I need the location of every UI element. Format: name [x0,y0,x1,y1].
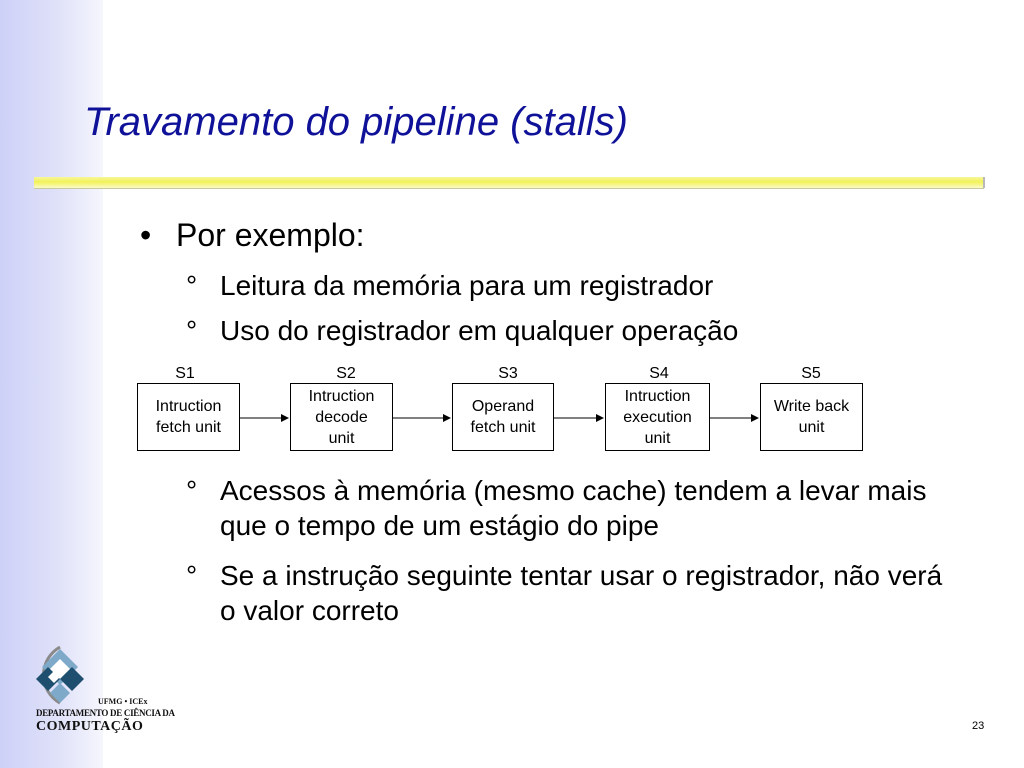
sub-bullet-mark: ° [186,315,198,346]
sub-bullet-mark: ° [186,475,198,506]
sub-bullet-text: Uso do registrador em qualquer operação [220,315,739,346]
stage-text-line: execution [623,408,692,426]
page-number: 23 [972,720,985,732]
stage-label-s3: S3 [498,365,518,382]
stage-text-line: Intruction [624,387,691,405]
stage-text-line: fetch unit [156,419,221,436]
bullet-mark: • [140,217,152,253]
stage-label-s5: S5 [801,365,821,382]
stage-text-line: fetch unit [470,419,536,436]
sub-bullet [186,473,946,543]
sub-bullet [186,558,946,628]
stage-text-line: Write back [773,398,850,415]
sub-bullet-mark: ° [186,270,198,301]
stage-box-s4 [605,383,710,451]
logo-line-1: UFMG • ICEx [98,697,148,706]
sub-bullet-text: Se a instrução seguinte tentar usar o registrador, não verá o valor correto [220,560,943,626]
department-emblem-icon [30,645,170,705]
stage-label-s2: S2 [336,365,356,382]
stage-text-line: unit [328,429,355,447]
logo-line-2: DEPARTAMENTO DE CIÊNCIA DA [36,708,175,718]
sub-bullet-mark: ° [186,560,198,591]
sub-bullet-text: Leitura da memória para um registrador [220,270,714,301]
stage-label-s4: S4 [649,365,669,382]
stage-label-s1: S1 [175,365,195,382]
stage-box-s2 [290,383,393,451]
bullet-intro-text: Por exemplo: [176,217,365,253]
slide-title: Travamento do pipeline (stalls) [84,100,628,144]
stage-box-s5 [760,383,863,451]
stage-text-line: Intruction [308,387,375,405]
department-logo [30,645,175,740]
stage-text-line: decode [315,408,368,426]
sub-bullet-text: Acessos à memória (mesmo cache) tendem a levar mais que o tempo de um estágio do pipe [220,475,927,541]
stage-box-s3 [452,383,554,451]
logo-line-3: COMPUTAÇÃO [36,719,144,734]
stage-text-line: unit [798,419,825,436]
stage-box-s1 [137,383,240,451]
stage-text-line: Operand [471,398,535,415]
stage-text-line: unit [644,429,671,447]
stage-text-line: Intruction [155,398,222,415]
